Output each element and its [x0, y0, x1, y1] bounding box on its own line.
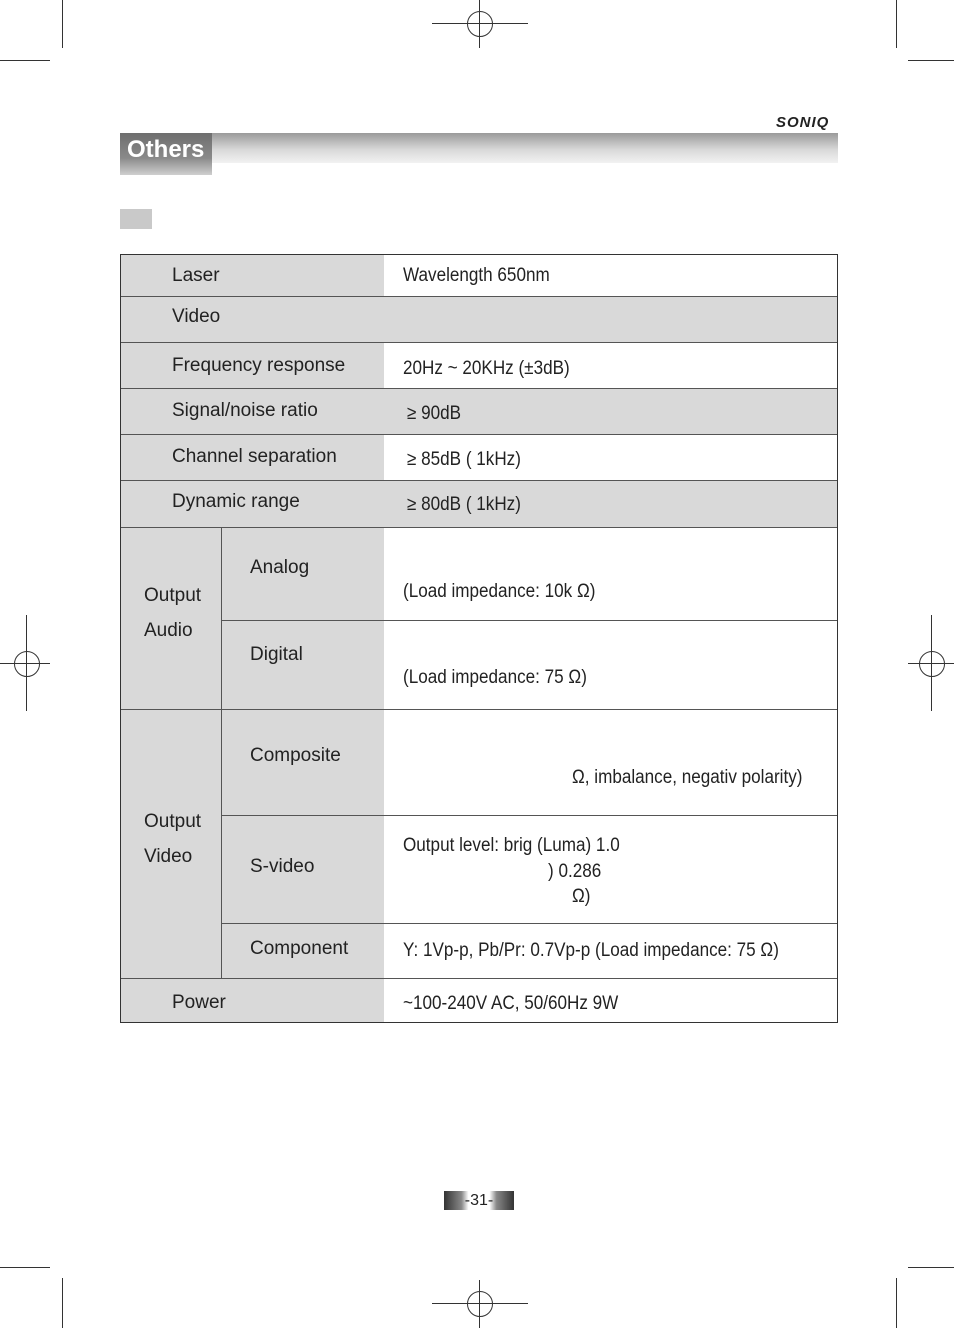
row-divider: [121, 709, 837, 710]
subsection-marker: [120, 209, 152, 229]
video-row-value: [384, 296, 837, 342]
row-divider: [121, 480, 837, 481]
dynamic-label: Dynamic range: [172, 491, 300, 512]
crop-mark: [0, 60, 50, 61]
svideo-value-line2: ) 0.286: [548, 861, 602, 882]
digital-label: Digital: [250, 644, 303, 665]
registration-mark: [14, 651, 40, 677]
output-video-group-line2: Video: [144, 846, 193, 867]
row-divider: [221, 815, 837, 816]
crop-mark: [62, 1278, 63, 1328]
video-label: Video: [172, 306, 221, 327]
registration-mark: [467, 1291, 493, 1317]
section-title: Others: [120, 133, 212, 175]
row-divider: [121, 527, 837, 528]
svideo-value-line1: Output level: brig (Luma) 1.0: [403, 835, 620, 856]
component-label: Component: [250, 938, 349, 959]
registration-mark: [919, 651, 945, 677]
crop-mark: [908, 1267, 954, 1268]
output-audio-group-line1: Output: [144, 585, 202, 606]
crop-mark: [896, 1278, 897, 1328]
power-label: Power: [172, 992, 226, 1013]
digital-value: (Load impedance: 75 Ω): [403, 667, 587, 688]
laser-value: Wavelength 650nm: [403, 265, 550, 286]
registration-mark: [467, 11, 493, 37]
row-divider: [121, 434, 837, 435]
frequency-label: Frequency response: [172, 355, 346, 376]
snr-value: ≥ 90dB: [407, 403, 462, 424]
output-video-group-line1: Output: [144, 811, 202, 832]
spec-table: [120, 254, 838, 1023]
row-divider: [121, 342, 837, 343]
snr-label: Signal/noise ratio: [172, 400, 318, 421]
analog-label: Analog: [250, 557, 310, 578]
crop-mark: [908, 60, 954, 61]
crop-mark: [896, 0, 897, 48]
power-value: ~100-240V AC, 50/60Hz 9W: [403, 993, 619, 1014]
row-divider: [121, 388, 837, 389]
composite-label: Composite: [250, 745, 341, 766]
svideo-label: S-video: [250, 856, 315, 877]
crop-mark: [62, 0, 63, 48]
dynamic-value: ≥ 80dB ( 1kHz): [407, 494, 521, 515]
row-divider: [121, 978, 837, 979]
row-divider: [121, 296, 837, 297]
section-header-bar: [120, 133, 838, 163]
separation-label: Channel separation: [172, 446, 337, 467]
group-divider: [221, 527, 222, 978]
component-value: Y: 1Vp-p, Pb/Pr: 0.7Vp-p (Load impedance: 75 Ω): [403, 940, 779, 961]
row-divider: [221, 923, 837, 924]
analog-value: (Load impedance: 10k Ω): [403, 581, 596, 602]
crop-mark: [0, 1267, 50, 1268]
frequency-value: 20Hz ~ 20KHz (±3dB): [403, 358, 570, 379]
composite-value: Ω, imbalance, negativ polarity): [572, 767, 803, 788]
row-divider: [221, 620, 837, 621]
page-number: -31-: [444, 1191, 514, 1210]
output-audio-group-line2: Audio: [144, 620, 193, 641]
svideo-value-line3: Ω): [572, 886, 591, 907]
separation-value: ≥ 85dB ( 1kHz): [407, 449, 521, 470]
laser-label: Laser: [172, 265, 220, 286]
brand-logo: SONIQ: [776, 114, 830, 131]
